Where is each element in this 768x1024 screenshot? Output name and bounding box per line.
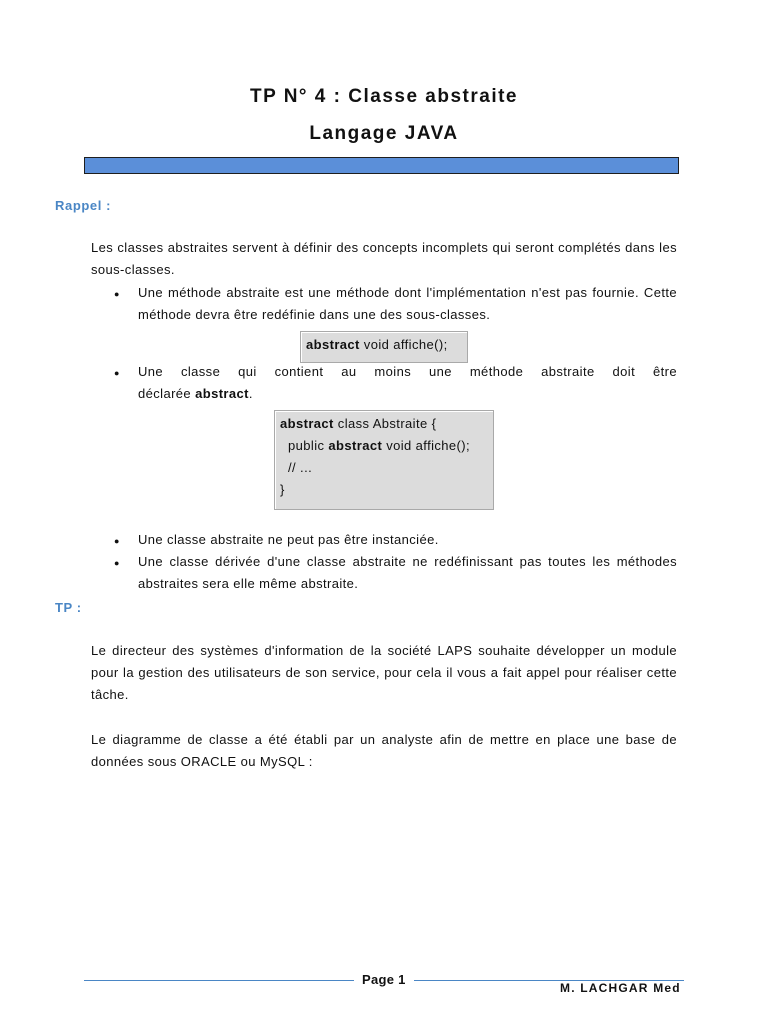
code-example-class (274, 410, 494, 510)
bullet-abstract-class-continued (138, 383, 677, 405)
code-keyword: abstract (306, 337, 360, 352)
document-subtitle: Langage JAVA (309, 123, 459, 144)
title-bar (84, 157, 679, 174)
bullet-text: déclarée (138, 386, 196, 401)
bullet-derived-class: Une classe dérivée d'une classe abstraite ne redéfinissant pas toutes les méthodes abstraites sera elle même abstraite. (138, 554, 677, 591)
code-comment: // ... (280, 460, 313, 475)
code-text: class Abstraite { (333, 416, 437, 431)
bullet-dot-icon: ● (114, 558, 120, 568)
footer-rule-left (84, 980, 354, 981)
code-closing-brace: } (280, 482, 285, 497)
tp-paragraph-context: Le directeur des systèmes d'information de la société LAPS souhaite développer un module pour la gestion des utilisateurs de son service, pour cela il vous a fait appel pour réaliser cette tâche. (91, 643, 677, 702)
rappel-intro: Les classes abstraites servent à définir des concepts incomplets qui seront complétés dans les sous-classes. (91, 240, 677, 277)
bullet-not-instantiable: Une classe abstraite ne peut pas être instanciée. (138, 532, 439, 547)
tp-heading: TP : (55, 600, 82, 615)
bullet-abstract-class: Une classe qui contient au moins une méthode abstraite doit être (138, 364, 677, 379)
code-text: public (280, 438, 329, 453)
code-text: void affiche(); (382, 438, 470, 453)
tp-paragraph-diagram: Le diagramme de classe a été établi par un analyste afin de mettre en place une base de données sous ORACLE ou MySQL : (91, 732, 677, 769)
bullet-text-end: . (248, 386, 253, 401)
inline-keyword: abstract (195, 386, 249, 401)
code-keyword: abstract (328, 438, 383, 453)
bullet-dot-icon: ● (114, 368, 120, 378)
page-number: Page 1 (362, 972, 406, 987)
bullet-abstract-method: Une méthode abstraite est une méthode dont l'implémentation n'est pas fournie. Cette méthode devra être redéfinie dans une des sous-classes. (138, 285, 677, 322)
code-example-method (300, 331, 468, 363)
document-title: TP N° 4 : Classe abstraite (249, 86, 518, 107)
code-keyword: abstract (280, 416, 334, 431)
author-name: M. LACHGAR Med (560, 981, 681, 995)
bullet-dot-icon: ● (114, 536, 120, 546)
bullet-dot-icon: ● (114, 289, 120, 299)
rappel-heading: Rappel : (55, 198, 112, 213)
code-text: void affiche(); (359, 337, 448, 352)
